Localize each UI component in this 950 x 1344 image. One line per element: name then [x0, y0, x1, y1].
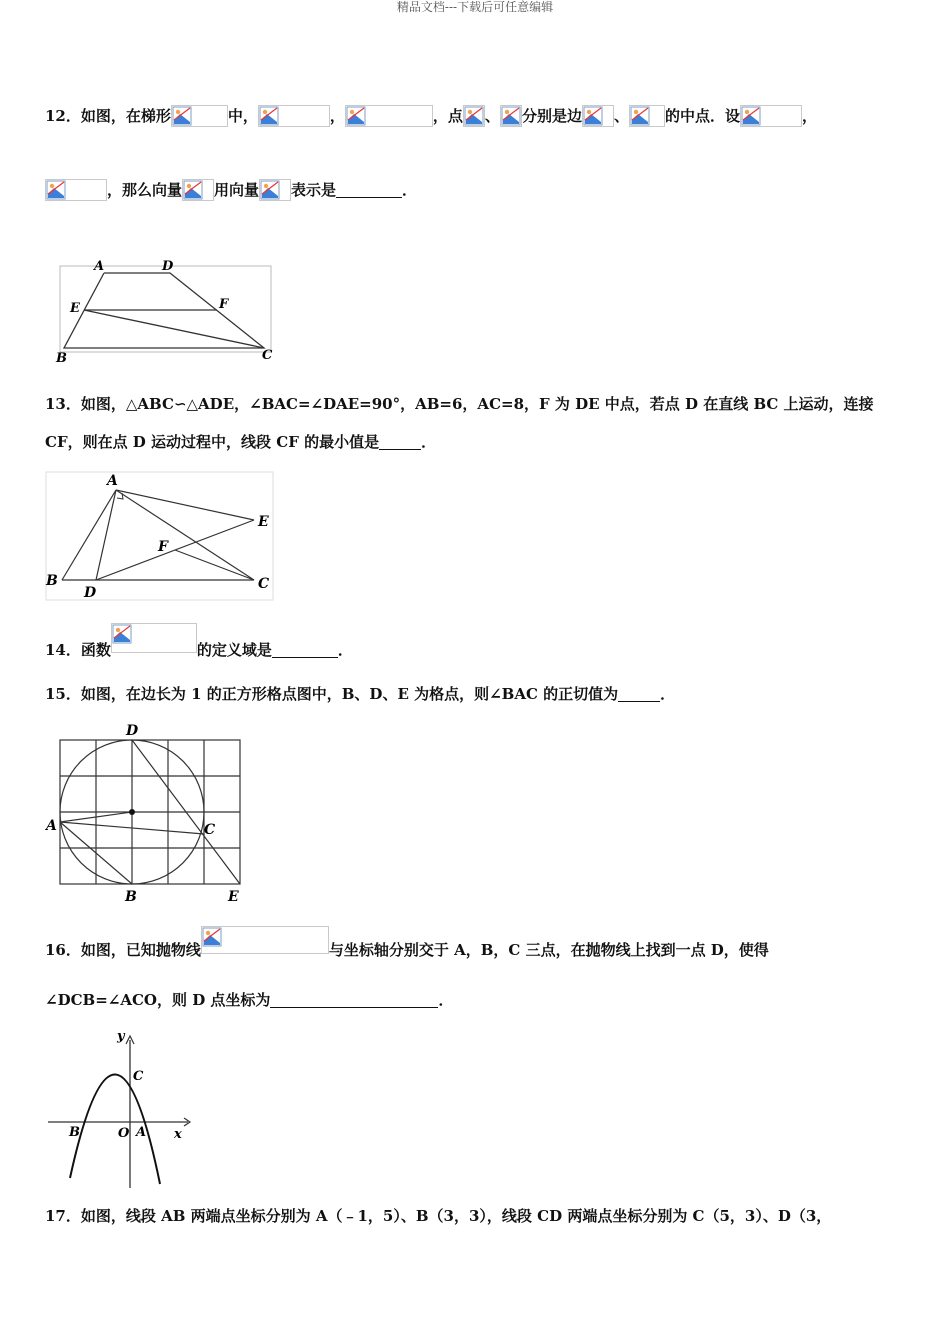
- q13-text: CF，则在点 D 运动过程中，线段 CF 的最小值是: [45, 433, 380, 451]
- q16-text: 16．如图，已知抛物线: [45, 941, 201, 959]
- fig15-label-C: C: [204, 822, 216, 838]
- fig15-label-B: B: [125, 889, 137, 905]
- fig16-label-A: A: [136, 1125, 147, 1140]
- formula-image-icon: [345, 105, 433, 127]
- formula-image-icon: [111, 623, 197, 653]
- q12-text: 、: [484, 107, 500, 125]
- q16-text: 与坐标轴分别交于 A，B，C 三点，在抛物线上找到一点 D，使得: [328, 941, 769, 959]
- answer-blank: [618, 687, 660, 702]
- fig12-label-E: E: [70, 301, 80, 316]
- q15-text: ．: [660, 685, 676, 703]
- answer-blank: [379, 435, 421, 450]
- similar-triangles-figure: [44, 470, 276, 602]
- formula-image-icon: [582, 105, 614, 127]
- formula-image-icon: [45, 179, 107, 201]
- q13-line2: [45, 430, 436, 453]
- formula-image-icon: [629, 105, 665, 127]
- q14-text: ．: [337, 641, 353, 659]
- fig13-label-A: A: [107, 473, 118, 489]
- formula-image-icon: [201, 926, 329, 954]
- fig15-label-A: A: [46, 818, 57, 834]
- q12-text: ，那么向量: [107, 181, 183, 199]
- formula-image-icon: [171, 105, 228, 127]
- q16-line1: [45, 926, 769, 959]
- fig12-label-B: B: [56, 351, 67, 366]
- fig13-label-E: E: [258, 514, 269, 530]
- fig12-label-C: C: [262, 348, 273, 363]
- q12-text: ，点: [432, 107, 463, 125]
- page-header: 精品文档---下载后可任意编辑: [396, 0, 554, 14]
- q12-text: 、: [613, 107, 629, 125]
- answer-blank: [270, 993, 438, 1008]
- answer-blank: [272, 643, 338, 658]
- q12-line1: [45, 104, 817, 127]
- q16-text: ∠DCB=∠ACO，则 D 点坐标为: [45, 991, 271, 1009]
- fig15-label-E: E: [228, 889, 239, 905]
- fig16-label-C: C: [133, 1069, 144, 1084]
- q16-line2: [45, 988, 453, 1011]
- trapezoid-figure: [52, 258, 277, 366]
- formula-image-icon: [740, 105, 802, 127]
- q12-text: 表示是: [291, 181, 337, 199]
- formula-image-icon: [463, 105, 485, 127]
- q12-text: 12．如图，在梯形: [45, 107, 171, 125]
- q15-line: [45, 682, 675, 705]
- grid-circle-figure: [44, 720, 244, 906]
- fig12-label-D: D: [162, 259, 174, 274]
- q14-text: 的定义域是: [196, 641, 272, 659]
- q12-line2: [45, 178, 417, 201]
- q12-text: 用向量: [214, 181, 260, 199]
- q14-text: 14．函数: [45, 641, 111, 659]
- formula-image-icon: [258, 105, 330, 127]
- fig13-label-D: D: [84, 585, 97, 601]
- q17-line: 17．如图，线段 AB 两端点坐标分别为 A（﹣1，5）、B（3，3），线段 CD 两端点坐标分别为 C（5，3）、D（3，: [45, 1207, 832, 1225]
- fig16-label-O: O: [118, 1126, 130, 1141]
- q15-text: 15．如图，在边长为 1 的正方形格点图中，B、D、E 为格点，则∠BAC 的正切值为: [45, 685, 619, 703]
- q12-text: 的中点．设: [664, 107, 740, 125]
- fig16-label-y: y: [117, 1029, 125, 1044]
- q16-text: ．: [438, 991, 454, 1009]
- q14-line: [45, 623, 353, 659]
- parabola-figure: [44, 1028, 194, 1190]
- fig12-label-F: F: [219, 297, 229, 312]
- q12-text: ，: [329, 107, 345, 125]
- fig13-label-B: B: [46, 573, 58, 589]
- formula-image-icon: [259, 179, 291, 201]
- fig13-label-C: C: [258, 576, 270, 592]
- fig15-label-D: D: [126, 723, 139, 739]
- answer-blank: [336, 183, 402, 198]
- q12-text: ．: [402, 181, 418, 199]
- q12-text: 分别是边: [521, 107, 582, 125]
- fig13-label-F: F: [158, 539, 168, 555]
- q12-text: ，: [801, 107, 817, 125]
- formula-image-icon: [182, 179, 214, 201]
- q13-text: ．: [421, 433, 437, 451]
- fig16-label-x: x: [174, 1127, 182, 1142]
- q13-line1: 13．如图，△ABC∽△ADE，∠BAC=∠DAE=90°，AB=6，AC=8，F 为 DE 中点，若点 D 在直线 BC 上运动，连接: [45, 395, 874, 413]
- fig12-label-A: A: [94, 259, 105, 274]
- q12-text: 中，: [227, 107, 258, 125]
- fig16-label-B: B: [69, 1125, 80, 1140]
- formula-image-icon: [500, 105, 522, 127]
